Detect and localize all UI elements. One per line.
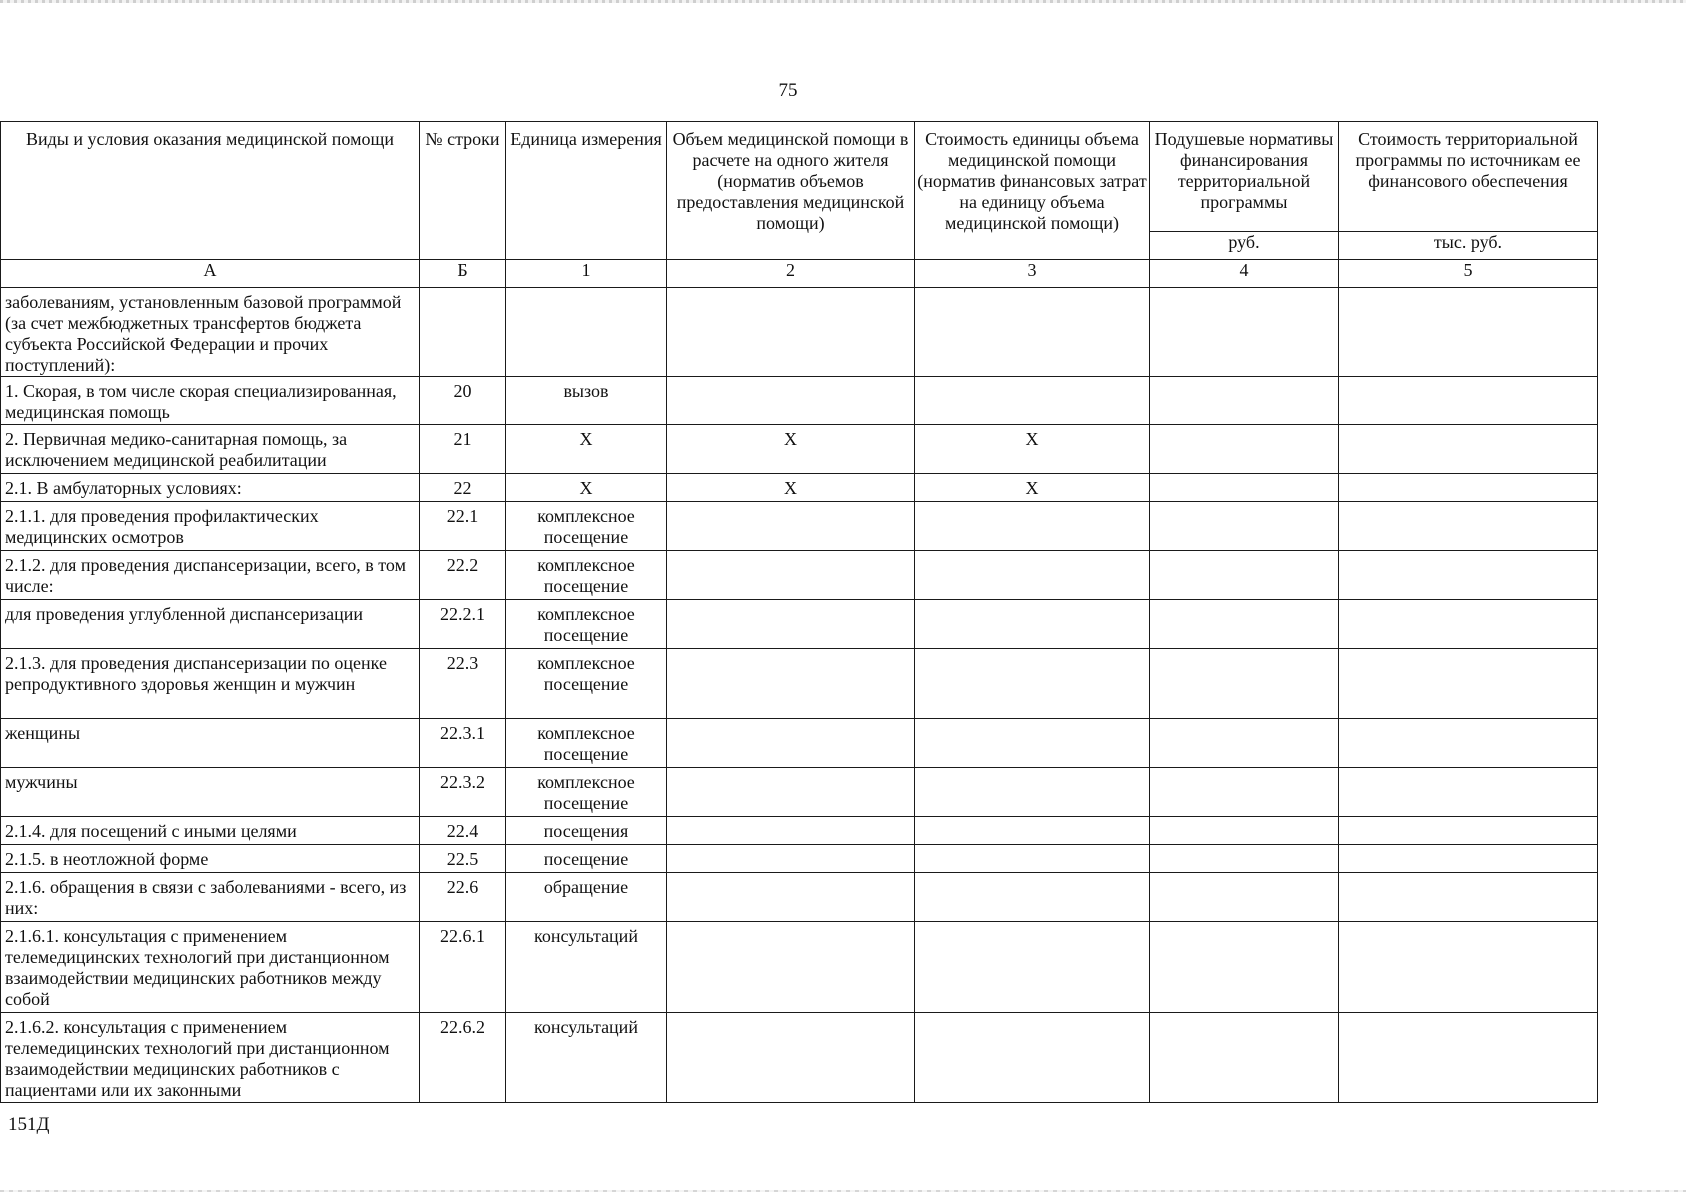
table-cell <box>1 845 420 873</box>
table-cell <box>1339 768 1598 817</box>
table-cell <box>915 425 1150 474</box>
row-per-capita-norm <box>1150 768 1338 772</box>
column-letter: 4 <box>1150 260 1339 288</box>
table-cell <box>1339 600 1598 649</box>
row-unit: комплексное посещение <box>537 604 635 645</box>
table-cell <box>915 600 1150 649</box>
table-cell <box>667 377 915 425</box>
table-row <box>1 649 1598 719</box>
table-cell <box>1339 551 1598 600</box>
row-unit: посещение <box>543 849 629 869</box>
row-volume <box>667 551 914 555</box>
scan-edge-bottom <box>0 1190 1686 1192</box>
row-volume <box>667 502 914 506</box>
table-cell <box>420 474 506 502</box>
header-row <box>1 122 1598 232</box>
table-cell <box>667 1013 915 1103</box>
row-number: 22.2 <box>446 555 479 575</box>
row-unit: комплексное посещение <box>537 555 635 596</box>
column-letter: 5 <box>1339 260 1598 288</box>
row-program-cost <box>1339 474 1597 478</box>
row-name: 2.1.3. для проведения диспансеризации по оценке репродуктивного здоровья женщин и мужчин <box>5 653 387 694</box>
table-cell <box>506 817 667 845</box>
table-cell <box>1339 922 1598 1013</box>
table-cell <box>420 873 506 922</box>
row-volume <box>667 288 914 292</box>
table-cell <box>420 1013 506 1103</box>
table-row <box>1 551 1598 600</box>
table-cell <box>667 873 915 922</box>
row-unit-cost: X <box>1025 429 1039 449</box>
row-volume <box>667 922 914 926</box>
row-per-capita-norm <box>1150 649 1338 653</box>
table-cell <box>1 502 420 551</box>
table-row <box>1 288 1598 377</box>
row-name: 2.1.6.1. консультация с применением телемедицинских технологий при дистанционном взаимодействии медицинских работников между собой <box>5 926 390 1009</box>
row-per-capita-norm <box>1150 817 1338 821</box>
row-unit-cost <box>915 502 1149 506</box>
table-cell <box>667 817 915 845</box>
header-col-4: Подушевые нормативы финансирования территориальной программы <box>1150 122 1339 232</box>
table-cell <box>1150 474 1339 502</box>
table-cell <box>420 502 506 551</box>
row-number: 22.3 <box>446 653 479 673</box>
row-program-cost <box>1339 922 1597 926</box>
row-program-cost <box>1339 425 1597 429</box>
table-cell <box>1 1013 420 1103</box>
row-program-cost <box>1339 768 1597 772</box>
row-program-cost <box>1339 873 1597 877</box>
row-per-capita-norm <box>1150 845 1338 849</box>
table-row <box>1 474 1598 502</box>
row-program-cost <box>1339 502 1597 506</box>
row-per-capita-norm <box>1150 1013 1338 1017</box>
row-program-cost <box>1339 1013 1597 1017</box>
table-cell <box>1 425 420 474</box>
table-cell <box>506 768 667 817</box>
table-cell <box>1339 649 1598 719</box>
row-unit: комплексное посещение <box>537 772 635 813</box>
row-number: 22.4 <box>446 821 479 841</box>
table-cell <box>506 600 667 649</box>
table-cell <box>915 649 1150 719</box>
row-unit: X <box>579 429 593 449</box>
table-cell <box>1 474 420 502</box>
row-unit-cost <box>915 873 1149 877</box>
norms-table <box>0 121 1598 1103</box>
row-program-cost <box>1339 377 1597 381</box>
table-body <box>1 288 1598 1103</box>
row-unit-cost: X <box>1025 478 1039 498</box>
row-unit-cost <box>915 817 1149 821</box>
row-per-capita-norm <box>1150 502 1338 506</box>
table-cell <box>1 551 420 600</box>
table-cell <box>667 474 915 502</box>
table-cell <box>667 845 915 873</box>
row-unit-cost <box>915 1013 1149 1017</box>
row-program-cost <box>1339 551 1597 555</box>
row-program-cost <box>1339 719 1597 723</box>
row-unit: комплексное посещение <box>537 653 635 694</box>
table-cell <box>506 1013 667 1103</box>
row-number: 22.5 <box>446 849 479 869</box>
row-per-capita-norm <box>1150 377 1338 381</box>
row-unit-cost <box>915 288 1149 292</box>
table-cell <box>420 768 506 817</box>
table-cell <box>1150 1013 1339 1103</box>
row-per-capita-norm <box>1150 425 1338 429</box>
table-row <box>1 377 1598 425</box>
column-letter: Б <box>420 260 506 288</box>
table-cell <box>1150 845 1339 873</box>
header-col-b: № строки <box>420 122 506 260</box>
page-number: 75 <box>778 80 798 101</box>
table-cell <box>1 377 420 425</box>
table-cell <box>915 719 1150 768</box>
row-number: 22.6 <box>446 877 479 897</box>
row-unit-cost <box>915 768 1149 772</box>
unit-col-4: руб. <box>1150 232 1339 260</box>
table-cell <box>667 600 915 649</box>
row-number: 22 <box>453 478 472 498</box>
table-cell <box>1339 845 1598 873</box>
table-cell <box>667 551 915 600</box>
row-volume <box>667 1013 914 1017</box>
row-number: 22.1 <box>446 506 479 526</box>
row-volume <box>667 649 914 653</box>
row-volume <box>667 377 914 381</box>
row-per-capita-norm <box>1150 719 1338 723</box>
table-cell <box>420 377 506 425</box>
row-volume <box>667 817 914 821</box>
table-cell <box>420 845 506 873</box>
row-per-capita-norm <box>1150 600 1338 604</box>
table-cell <box>915 873 1150 922</box>
row-per-capita-norm <box>1150 922 1338 926</box>
row-name: 2.1.6.2. консультация с применением телемедицинских технологий при дистанционном взаимодействии медицинских работников с пациентами или их законными <box>5 1017 390 1100</box>
row-unit-cost <box>915 845 1149 849</box>
column-letter: А <box>1 260 420 288</box>
table-cell <box>915 377 1150 425</box>
table-cell <box>1 922 420 1013</box>
row-volume: X <box>784 429 797 449</box>
table-cell <box>506 288 667 377</box>
table-cell <box>506 551 667 600</box>
table-cell <box>1150 551 1339 600</box>
row-name: 2.1.4. для посещений с иными целями <box>5 821 297 841</box>
table-cell <box>420 600 506 649</box>
row-volume <box>667 845 914 849</box>
table-row <box>1 845 1598 873</box>
row-name: 2.1.1. для проведения профилактических медицинских осмотров <box>5 506 319 547</box>
table-cell <box>420 817 506 845</box>
row-unit: консультаций <box>534 1017 638 1037</box>
table-cell <box>667 719 915 768</box>
row-per-capita-norm <box>1150 551 1338 555</box>
table-row <box>1 600 1598 649</box>
row-unit-cost <box>915 377 1149 381</box>
row-name: 1. Скорая, в том числе скорая специализированная, медицинская помощь <box>5 381 397 422</box>
table-cell <box>1339 502 1598 551</box>
row-number: 22.3.1 <box>440 723 485 743</box>
table-cell <box>420 922 506 1013</box>
table-row <box>1 719 1598 768</box>
row-unit: обращение <box>543 877 629 897</box>
table-cell <box>667 649 915 719</box>
table-cell <box>420 719 506 768</box>
table-cell <box>506 845 667 873</box>
row-name: мужчины <box>5 772 78 792</box>
table-cell <box>1339 873 1598 922</box>
table-cell <box>667 425 915 474</box>
table-cell <box>420 425 506 474</box>
row-unit-cost <box>915 719 1149 723</box>
table-cell <box>506 425 667 474</box>
table-cell <box>1150 377 1339 425</box>
row-unit-cost <box>915 922 1149 926</box>
row-volume <box>667 873 914 877</box>
table-cell <box>1150 873 1339 922</box>
unit-col-5: тыс. руб. <box>1339 232 1598 260</box>
table-cell <box>1339 377 1598 425</box>
table-cell <box>1339 288 1598 377</box>
table-cell <box>1 817 420 845</box>
header-col-5: Стоимость территориальной программы по источникам ее финансового обеспечения <box>1339 122 1598 232</box>
table-cell <box>506 377 667 425</box>
column-letters-row <box>1 260 1598 288</box>
table-cell <box>506 719 667 768</box>
row-volume: X <box>784 478 797 498</box>
table-cell <box>1 768 420 817</box>
scan-edge-top <box>0 0 1686 3</box>
table-row <box>1 1013 1598 1103</box>
row-number: 21 <box>453 429 472 449</box>
row-number: 22.6.2 <box>440 1017 485 1037</box>
table-cell <box>420 288 506 377</box>
row-number: 22.2.1 <box>440 604 485 624</box>
table-cell <box>1339 1013 1598 1103</box>
table-cell <box>1150 649 1339 719</box>
row-number: 22.6.1 <box>440 926 485 946</box>
row-per-capita-norm <box>1150 288 1338 292</box>
table-row <box>1 873 1598 922</box>
row-name: для проведения углубленной диспансеризации <box>5 604 364 624</box>
table-cell <box>1339 474 1598 502</box>
table-cell <box>1150 425 1339 474</box>
table-cell <box>420 551 506 600</box>
row-volume <box>667 600 914 604</box>
column-letter: 1 <box>506 260 667 288</box>
table-cell <box>1 600 420 649</box>
table-cell <box>667 288 915 377</box>
row-name: 2.1. В амбулаторных условиях: <box>5 478 242 498</box>
table-row <box>1 425 1598 474</box>
row-unit: вызов <box>563 381 609 401</box>
table-cell <box>915 551 1150 600</box>
table-cell <box>1150 502 1339 551</box>
table-cell <box>1150 817 1339 845</box>
row-program-cost <box>1339 845 1597 849</box>
header-col-a: Виды и условия оказания медицинской помощи <box>1 122 420 260</box>
row-program-cost <box>1339 649 1597 653</box>
column-letter: 2 <box>667 260 915 288</box>
table-row <box>1 817 1598 845</box>
table-cell <box>1150 288 1339 377</box>
row-unit: посещения <box>543 821 629 841</box>
row-unit-cost <box>915 600 1149 604</box>
row-name: женщины <box>5 723 81 743</box>
table-cell <box>1150 922 1339 1013</box>
table-cell <box>506 922 667 1013</box>
table-cell <box>1150 600 1339 649</box>
table-cell <box>667 922 915 1013</box>
table-cell <box>915 474 1150 502</box>
table-cell <box>667 768 915 817</box>
table-cell <box>915 288 1150 377</box>
table-cell <box>506 474 667 502</box>
table-cell <box>915 502 1150 551</box>
row-unit <box>506 288 666 292</box>
table-cell <box>1339 719 1598 768</box>
row-name: 2. Первичная медико-санитарная помощь, за исключением медицинской реабилитации <box>5 429 348 470</box>
table-cell <box>1339 425 1598 474</box>
header-col-3: Стоимость единицы объема медицинской помощи (норматив финансовых затрат на единицу объема медицинской помощи) <box>915 122 1150 260</box>
row-number <box>420 288 505 292</box>
table-cell <box>1 873 420 922</box>
header-col-1: Единица измерения <box>506 122 667 260</box>
row-volume <box>667 768 914 772</box>
table-cell <box>1150 768 1339 817</box>
row-number: 22.3.2 <box>440 772 485 792</box>
header-col-2: Объем медицинской помощи в расчете на одного жителя (норматив объемов предоставления медицинской помощи) <box>667 122 915 260</box>
row-name: заболеваниям, установленным базовой программой (за счет межбюджетных трансфертов бюджета субъекта Российской Федерации и прочих поступлений): <box>5 292 402 375</box>
row-program-cost <box>1339 817 1597 821</box>
table-cell <box>915 1013 1150 1103</box>
table-cell <box>1150 719 1339 768</box>
table-row <box>1 502 1598 551</box>
row-unit: X <box>579 478 593 498</box>
document-code: 151Д <box>8 1114 50 1135</box>
row-per-capita-norm <box>1150 474 1338 478</box>
table-cell <box>915 817 1150 845</box>
row-unit: комплексное посещение <box>537 506 635 547</box>
table-cell <box>420 649 506 719</box>
row-unit: консультаций <box>534 926 638 946</box>
row-unit-cost <box>915 551 1149 555</box>
row-unit-cost <box>915 649 1149 653</box>
table-cell <box>506 502 667 551</box>
table-row <box>1 922 1598 1013</box>
table-cell <box>915 845 1150 873</box>
table-cell <box>915 768 1150 817</box>
row-volume <box>667 719 914 723</box>
row-unit: комплексное посещение <box>537 723 635 764</box>
table-row <box>1 768 1598 817</box>
column-letter: 3 <box>915 260 1150 288</box>
row-per-capita-norm <box>1150 873 1338 877</box>
row-program-cost <box>1339 600 1597 604</box>
table-cell <box>1339 817 1598 845</box>
row-program-cost <box>1339 288 1597 292</box>
table-cell <box>506 649 667 719</box>
row-name: 2.1.2. для проведения диспансеризации, всего, в том числе: <box>5 555 406 596</box>
table-cell <box>1 719 420 768</box>
row-name: 2.1.5. в неотложной форме <box>5 849 209 869</box>
row-number: 20 <box>453 381 472 401</box>
table-cell <box>915 922 1150 1013</box>
table-cell <box>1 288 420 377</box>
table-cell <box>506 873 667 922</box>
table-cell <box>667 502 915 551</box>
table-cell <box>1 649 420 719</box>
row-name: 2.1.6. обращения в связи с заболеваниями - всего, из них: <box>5 877 407 918</box>
